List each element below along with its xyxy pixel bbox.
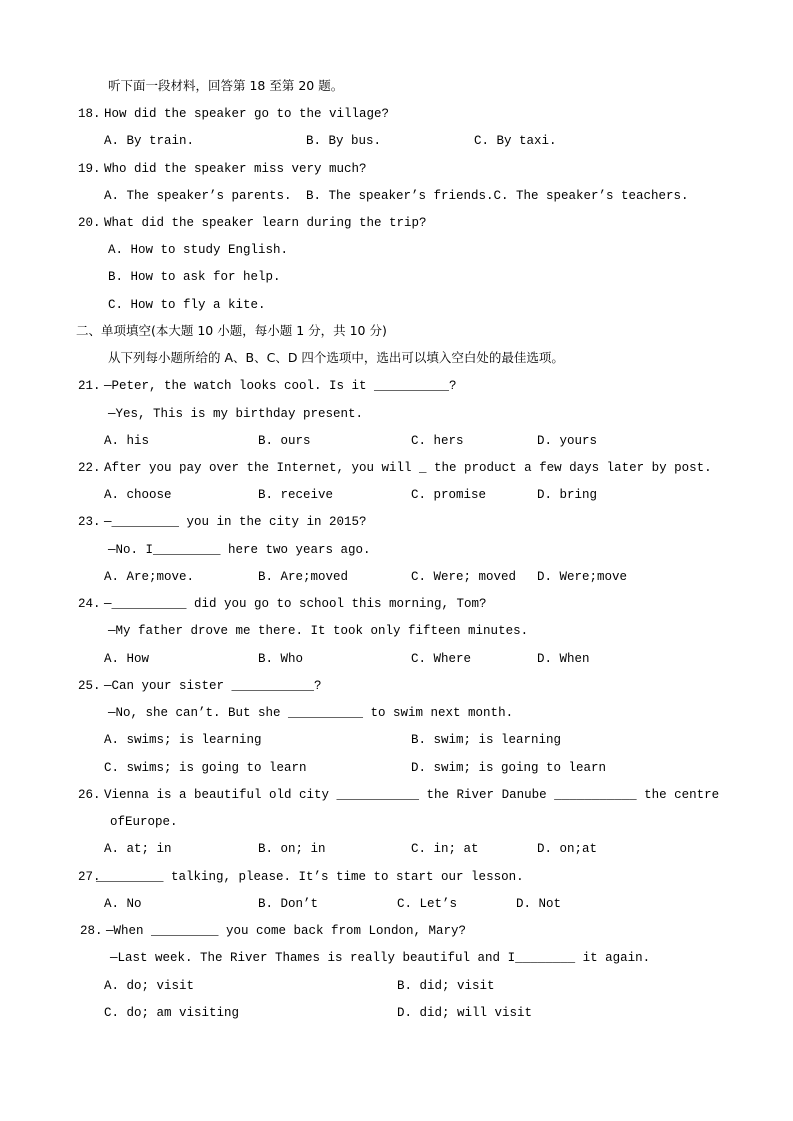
option-c: C. do; am visiting: [104, 1006, 240, 1020]
question-number: 25.: [78, 679, 101, 693]
option-b: B. Don’t: [258, 897, 319, 911]
option-d: D. did; will visit: [397, 1006, 533, 1020]
option-a: A. choose: [104, 488, 172, 502]
question-line: —My father drove me there. It took only fifteen minutes.: [108, 624, 529, 638]
option-a: A. swims; is learning: [104, 733, 262, 747]
option-a: A. at; in: [104, 842, 172, 856]
option-c: C. in; at: [411, 842, 479, 856]
option-d: D. yours: [537, 434, 598, 448]
question-line: —No. I_________ here two years ago.: [108, 543, 371, 557]
question-number: 22.: [78, 461, 101, 475]
question-stem: Who did the speaker miss very much?: [104, 162, 367, 176]
question-line: After you pay over the Internet, you will _ the product a few days later by post.: [104, 461, 712, 475]
question-line: —No, she can’t. But she __________ to swim next month.: [108, 706, 514, 720]
question-line: —Can your sister ___________?: [104, 679, 322, 693]
option-c: C. Let’s: [397, 897, 458, 911]
question-stem: How did the speaker go to the village?: [104, 107, 390, 121]
question-stem: What did the speaker learn during the trip?: [104, 216, 427, 230]
question-line: —Peter, the watch looks cool. Is it __________?: [104, 379, 457, 393]
option-c: C. swims; is going to learn: [104, 761, 307, 775]
option-c: C. Were; moved: [411, 570, 517, 584]
option-a: A. do; visit: [104, 979, 195, 993]
option-b: B. How to ask for help.: [108, 270, 281, 284]
option-d: D. on;at: [537, 842, 598, 856]
listening-intro: 听下面一段材料，回答第 18 至第 20 题。: [108, 78, 344, 93]
option-a: A. No: [104, 897, 142, 911]
question-line: —Yes, This is my birthday present.: [108, 407, 364, 421]
option-c: C. By taxi.: [474, 134, 557, 148]
question-line: _________ talking, please. It’s time to start our lesson.: [96, 870, 524, 884]
question-number: 20.: [78, 216, 101, 230]
option-b: B. receive: [258, 488, 334, 502]
option-d: D. Not: [516, 897, 562, 911]
question-line: —_________ you in the city in 2015?: [104, 515, 367, 529]
option-a: A. Are;move.: [104, 570, 195, 584]
option-d: D. swim; is going to learn: [411, 761, 607, 775]
question-number: 18.: [78, 107, 101, 121]
option-b-c: B. The speaker’s friends.C. The speaker’s teachers.: [306, 189, 689, 203]
question-number: 28.: [80, 924, 103, 938]
option-a: A. his: [104, 434, 150, 448]
option-b: B. Are;moved: [258, 570, 349, 584]
option-d: D. When: [537, 652, 590, 666]
option-a: A. By train.: [104, 134, 195, 148]
option-c: C. How to fly a kite.: [108, 298, 266, 312]
option-b: B. on; in: [258, 842, 326, 856]
question-line: —When _________ you come back from London, Mary?: [106, 924, 467, 938]
question-number: 23.: [78, 515, 101, 529]
option-b: B. ours: [258, 434, 311, 448]
option-d: D. Were;move: [537, 570, 628, 584]
option-a: A. How to study English.: [108, 243, 289, 257]
question-line: ofEurope.: [110, 815, 178, 829]
question-number: 26.: [78, 788, 101, 802]
option-c: C. hers: [411, 434, 464, 448]
section-heading: 二、单项填空(本大题 10 小题，每小题 1 分，共 10 分): [76, 323, 387, 338]
option-b: B. By bus.: [306, 134, 382, 148]
question-line: —Last week. The River Thames is really beautiful and I________ it again.: [110, 951, 651, 965]
question-line: Vienna is a beautiful old city ___________ the River Danube ___________ the centre: [104, 788, 720, 802]
question-number: 27.: [78, 870, 101, 884]
option-b: B. swim; is learning: [411, 733, 562, 747]
option-b: B. did; visit: [397, 979, 495, 993]
section-instruction: 从下列每小题所给的 A、B、C、D 四个选项中，选出可以填入空白处的最佳选项。: [108, 350, 564, 365]
question-number: 21.: [78, 379, 101, 393]
option-a: A. How: [104, 652, 150, 666]
question-line: —__________ did you go to school this morning, Tom?: [104, 597, 487, 611]
option-d: D. bring: [537, 488, 598, 502]
question-number: 24.: [78, 597, 101, 611]
option-b: B. Who: [258, 652, 304, 666]
option-c: C. promise: [411, 488, 487, 502]
option-a: A. The speaker’s parents.: [104, 189, 292, 203]
question-number: 19.: [78, 162, 101, 176]
option-c: C. Where: [411, 652, 472, 666]
